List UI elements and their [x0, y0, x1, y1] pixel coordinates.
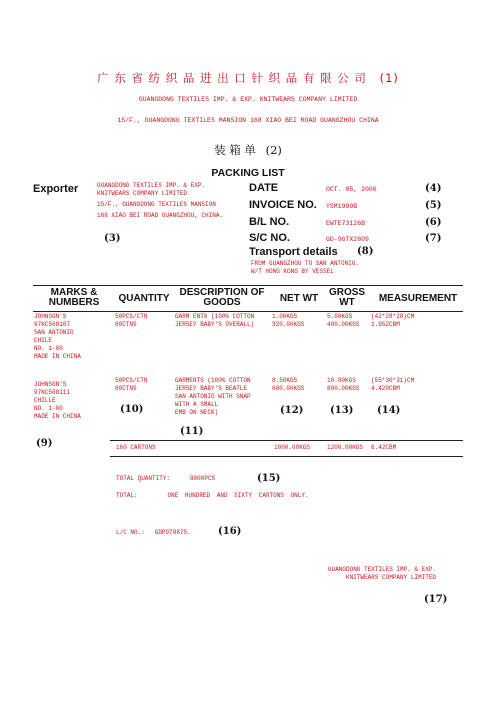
row1-marks [34, 313, 81, 361]
sc-value: GD-96TX2809 [326, 236, 369, 243]
header-gross-wt: GROSS WT [328, 287, 366, 308]
total-row-gross-wt: 1200.00KGS [327, 444, 364, 451]
total-label: TOTAL: [116, 492, 138, 499]
net-line: 1.00KGS [272, 313, 298, 320]
doc-title-cn [0, 142, 496, 158]
transport-label: Transport details [249, 246, 338, 258]
desc-line: JERSEY BABY'S OVERALL) [175, 321, 255, 328]
bl-label: B/L NO. [249, 216, 290, 228]
company-name-cn-text: 广 东 省 纺 织 品 进 出 口 针 织 品 有 限 公 司 [97, 71, 367, 85]
gross-line: 5.00KGS [327, 313, 353, 320]
marks-line: JOHNSON'S [34, 381, 67, 388]
total-value: ONE HUNDRED AND SIXTY CARTONS ONLY. [167, 492, 309, 499]
row2-marks [34, 381, 81, 421]
desc-line: EMB ON NECK) [175, 409, 219, 416]
row2-net-wt [272, 377, 304, 393]
meas-line: (42*28*28)CM [371, 313, 415, 320]
header-marks: MARKS & NUMBERS [48, 287, 100, 308]
meas-line: 1.952CBM [371, 321, 400, 328]
total-row-net-wt: 1000.00KGS [274, 444, 311, 451]
signature-line: KNITWEARS COMPANY LIMITED [346, 574, 437, 581]
qty-line: 80CTNS [115, 321, 137, 328]
row2-quantity [115, 377, 147, 393]
desc-line: GARMENTS (100% COTTON [175, 377, 251, 384]
company-address: 15/F., GUANGDONG TEXTILES MANSION 168 XIAO BEI ROAD GUANGZHOU CHINA [117, 117, 379, 124]
marks-line: CHILLE [34, 397, 56, 404]
gross-line: 400.00KGS [327, 321, 360, 328]
qty-line: 50PCS/CTN [115, 377, 148, 384]
total-bottom-rule [110, 456, 463, 457]
gross-line: 10.00KGS [327, 377, 356, 384]
bl-marker: (6) [425, 217, 442, 228]
signature-marker: (17) [424, 594, 448, 605]
invoice-value: YSM1999B [326, 203, 358, 210]
company-name-cn [0, 70, 496, 86]
exporter-line: 168 XIAO BEI ROAD GUANGZHOU, CHINA. [97, 212, 224, 219]
bl-value: EWTE73126B [326, 220, 366, 227]
total-quantity-value: 8000PCS [189, 475, 216, 482]
marks-line: 97KC508111 [34, 389, 71, 396]
row2-gross-wt [327, 377, 359, 393]
lc-marker: (16) [218, 526, 242, 537]
exporter-line: 15/F., GUANGDONG TEXTILES MANSION [97, 201, 216, 208]
total-quantity-line [116, 475, 215, 482]
signature-line: GUANGDONG TEXTILES IMP. & EXP. [328, 566, 437, 573]
desc-line: WITH A SMALL [175, 401, 219, 408]
desc-line: GARM ENTS (100% COTTON [175, 313, 255, 320]
desc-line: SAN ANTONIO WITH SNAP [175, 393, 251, 400]
total-line [116, 492, 309, 499]
total-row-measurement: 6.42CBM [371, 444, 397, 451]
row1-quantity [115, 313, 147, 329]
meas-line: (55*30*31)CM [371, 377, 415, 384]
company-name-cn-marker: (1) [379, 71, 399, 85]
marks-line: MADE IN CHINA [34, 413, 81, 420]
doc-title-en: PACKING LIST [211, 167, 285, 179]
company-name-en: GUANGDONG TEXTILES IMP. & EXP. KNITWEARS COMPANY LIMITED [138, 96, 358, 103]
exporter-lines [97, 182, 223, 220]
header-measurement: MEASUREMENT [378, 293, 458, 304]
total-quantity-marker: (15) [257, 473, 281, 484]
quantity-marker: (10) [120, 404, 144, 415]
date-value: OCT. 05, 2006 [326, 186, 377, 193]
net-line: 320.00KGS [272, 321, 305, 328]
qty-line: 50PCS/CTN [115, 313, 148, 320]
transport-lines [251, 260, 359, 276]
marks-marker: (9) [36, 438, 53, 449]
marks-line: JOHNSON'S [34, 313, 67, 320]
row2-measurement [371, 377, 414, 393]
marks-line: 97KC508107 [34, 321, 71, 328]
gross-line: 800.00KGS [327, 385, 360, 392]
lc-line [116, 529, 191, 536]
marks-line: CHILE [34, 337, 53, 344]
sc-marker: (7) [425, 233, 442, 244]
invoice-marker: (5) [425, 200, 442, 211]
transport-line: W/T HONG KONG BY VESSEL [251, 268, 334, 275]
sc-label: S/C NO. [249, 232, 290, 244]
total-top-rule [110, 440, 463, 441]
gross-wt-marker: (13) [330, 405, 354, 416]
qty-line: 80CTNS [115, 385, 137, 392]
total-row-quantity: 160 CARTONS [116, 444, 156, 451]
desc-line: JERSEY BABY'S BEATLE [175, 385, 248, 392]
date-marker: (4) [425, 183, 442, 194]
exporter-marker: (3) [104, 233, 121, 244]
invoice-label: INVOICE NO. [249, 199, 317, 211]
row1-measurement [371, 313, 414, 329]
exporter-line: GUANGDONG TEXTILES IMP. & EXP. [97, 182, 206, 189]
net-wt-marker: (12) [280, 405, 304, 416]
description-marker: (11) [180, 426, 204, 437]
table-top-rule [33, 285, 463, 286]
lc-value: GDP97887S. [154, 529, 191, 536]
marks-line: NO. 1-80 [34, 345, 63, 352]
net-line: 680.00KGS [272, 385, 305, 392]
marks-line: SAN ANTONIO [34, 329, 74, 336]
header-net-wt: NET WT [279, 293, 319, 304]
doc-title-cn-text: 装 箱 单 [214, 143, 256, 157]
meas-line: 4.420CBM [371, 385, 400, 392]
row1-description [175, 313, 254, 329]
header-quantity: QUANTITY [118, 293, 170, 304]
row2-description [175, 377, 251, 417]
net-line: 8.50KGS [272, 377, 298, 384]
exporter-line: KNITWEARS COMPANY LIMITED [97, 190, 188, 197]
date-label: DATE [249, 182, 279, 194]
lc-label: L/C NO.: [116, 529, 145, 536]
marks-line: NO. 1-80 [34, 405, 63, 412]
transport-line: FROM GUANGZHOU TO SAN ANTONIO. [251, 260, 360, 267]
exporter-label: Exporter [33, 183, 79, 195]
header-description: DESCRIPTION OF GOODS [179, 287, 265, 308]
row1-gross-wt [327, 313, 359, 329]
marks-line: MADE IN CHINA [34, 353, 81, 360]
row1-net-wt [272, 313, 304, 329]
doc-title-cn-marker: (2) [265, 143, 282, 157]
table-header-rule [33, 311, 463, 312]
measurement-marker: (14) [377, 405, 401, 416]
transport-marker: (8) [357, 246, 374, 257]
signature-block [328, 566, 436, 582]
total-quantity-label: TOTAL QUANTITY: [116, 475, 171, 482]
